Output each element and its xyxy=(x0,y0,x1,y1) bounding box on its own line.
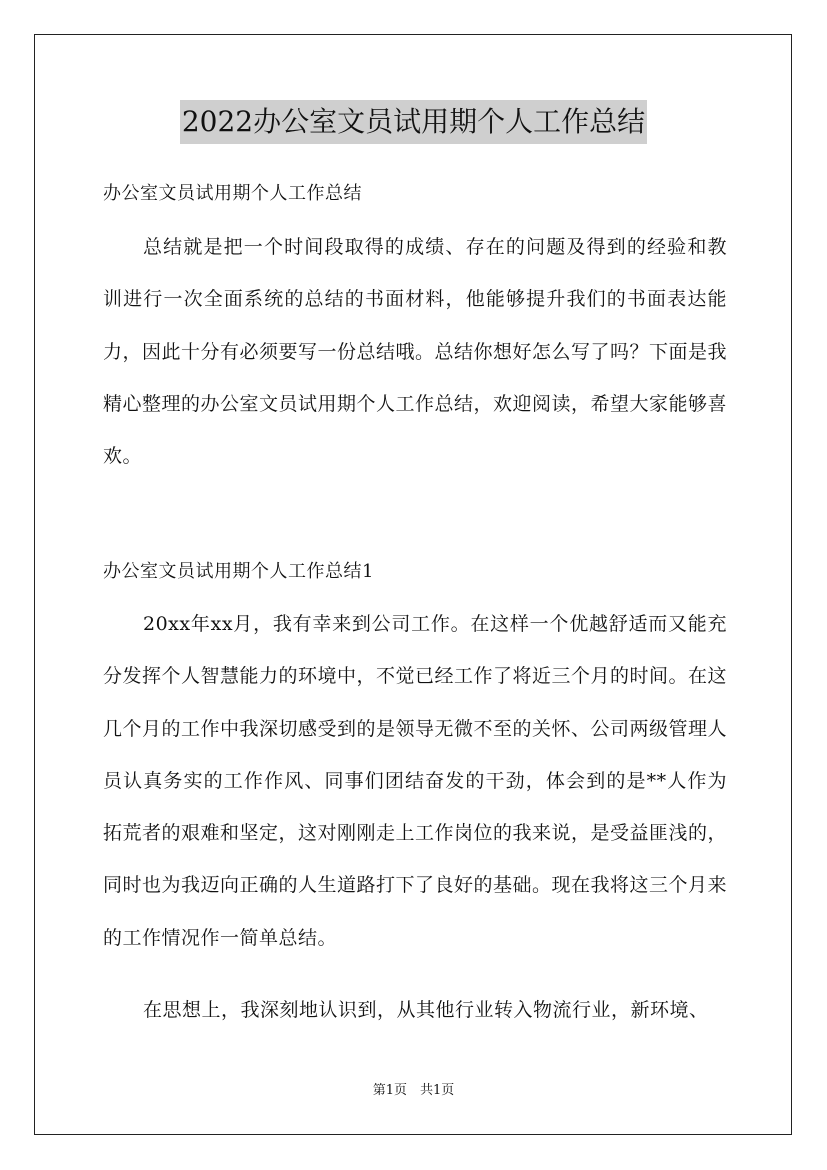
document-title xyxy=(0,100,827,144)
document-title-text: 2022办公室文员试用期个人工作总结 xyxy=(180,100,647,144)
section-paragraph-2: 在思想上，我深刻地认识到，从其他行业转入物流行业，新环境、 xyxy=(143,999,709,1021)
section-paragraph-1: 20xx年xx月，我有幸来到公司工作。在这样一个优越舒适而又能充分发挥个人智慧能力的环境中，不觉已经工作了将近三个月的时间。在这几个月的工作中我深切感受到的是领导无微不至的关怀、公司两级管理人员认真务实的工作作风、同事们团结奋发的干劲，体会到的是**人作为拓荒者的艰难和坚定，这对刚刚走上工作岗位的我来说，是受益匪浅的，同时也为我迈向正确的人生道路打下了良好的基础。现在我将这三个月来的工作情况作一简单总结。 xyxy=(103,613,728,949)
page-footer: 第1页 共1页 xyxy=(372,1083,455,1098)
intro-paragraph: 总结就是把一个时间段取得的成绩、存在的问题及得到的经验和教训进行一次全面系统的总结的书面材料，他能够提升我们的书面表达能力，因此十分有必须要写一份总结哦。总结你想好怎么写了吗？下面是我精心整理的办公室文员试用期个人工作总结，欢迎阅读，希望大家能够喜欢。 xyxy=(103,236,728,468)
subtitle: 办公室文员试用期个人工作总结 xyxy=(103,183,362,204)
section-heading: 办公室文员试用期个人工作总结1 xyxy=(103,561,374,582)
